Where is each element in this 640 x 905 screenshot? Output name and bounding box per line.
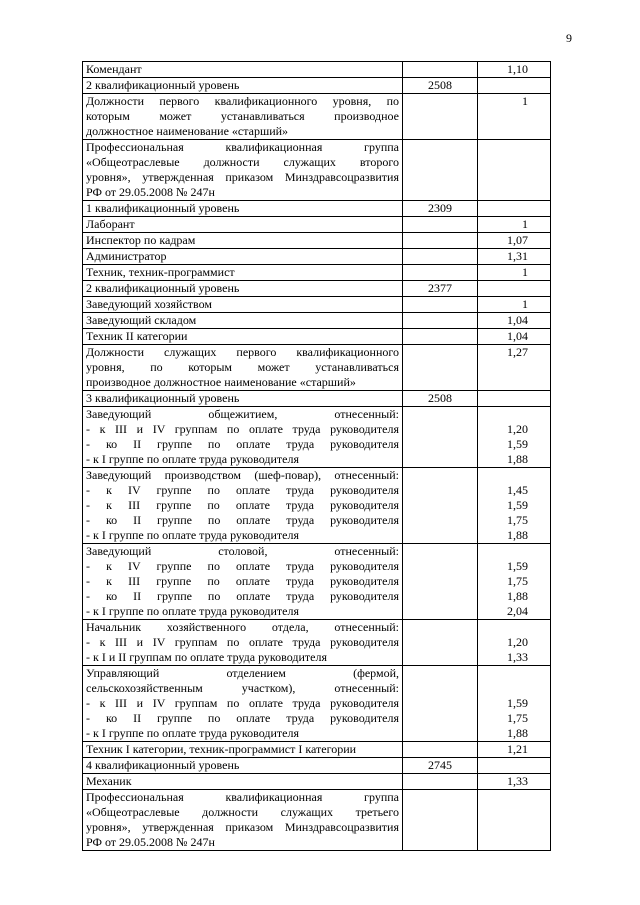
coefficient-value — [481, 281, 528, 296]
position-text-line: - к IV группе по оплате труда руководителя — [86, 483, 399, 497]
position-cell — [83, 790, 403, 851]
position-text-line: - ко II группе по оплате труда руководителя — [86, 513, 399, 527]
coefficient-value: 1,07 — [507, 233, 528, 247]
coefficient-value: 1 — [522, 265, 528, 279]
table-row — [83, 201, 551, 217]
coefficient-value: 1,75 — [507, 513, 528, 527]
base-salary-cell — [403, 345, 478, 391]
coefficient-value: 1,04 — [507, 329, 528, 343]
position-text-line: Заведующий хозяйством — [86, 297, 212, 311]
position-text-line: 4 квалификационный уровень — [86, 758, 240, 772]
position-text-line: - к I группе по оплате труда руководителя — [86, 726, 299, 740]
table-row — [83, 94, 551, 140]
position-text-line: РФ от 29.05.2008 № 247н — [86, 835, 215, 849]
coefficient-value — [481, 758, 528, 773]
table-row — [83, 666, 551, 742]
coefficient-value: 1,45 — [507, 483, 528, 497]
table-row — [83, 758, 551, 774]
coefficient-value — [481, 407, 528, 422]
position-text-line: уровня», утвержденная приказом Минздравсоцразвития — [86, 170, 399, 184]
position-text-line: Заведующий складом — [86, 313, 197, 327]
position-text-line: Администратор — [86, 249, 167, 263]
table-row — [83, 468, 551, 544]
position-cell — [83, 297, 403, 313]
base-salary-cell — [403, 774, 478, 790]
position-cell — [83, 620, 403, 666]
coefficient-value: 1,20 — [507, 635, 528, 649]
position-text-line: - к I группе по оплате труда руководителя — [86, 604, 299, 618]
coefficient-value — [481, 681, 528, 696]
coefficient-value — [481, 78, 528, 93]
position-cell — [83, 201, 403, 217]
coefficient-value — [481, 544, 528, 559]
position-cell — [83, 742, 403, 758]
coefficient-cell — [478, 620, 551, 666]
position-text-line: «Общеотраслевые должности служащих второго — [86, 155, 399, 169]
position-text-line: 2 квалификационный уровень — [86, 78, 240, 92]
base-salary-cell — [403, 742, 478, 758]
coefficient-cell — [478, 78, 551, 94]
coefficient-value: 1,59 — [507, 437, 528, 451]
coefficient-value — [481, 666, 528, 681]
coefficient-value: 1 — [522, 297, 528, 311]
position-cell — [83, 468, 403, 544]
table-row — [83, 313, 551, 329]
coefficient-value: 1,88 — [507, 452, 528, 466]
position-cell — [83, 666, 403, 742]
table-row — [83, 249, 551, 265]
position-text-line: РФ от 29.05.2008 № 247н — [86, 185, 215, 199]
base-salary-cell — [403, 666, 478, 742]
position-text-line: - ко II группе по оплате труда руководителя — [86, 589, 399, 603]
coefficient-value: 1,33 — [507, 774, 528, 788]
table-row — [83, 62, 551, 78]
position-text-line: - к III и IV группам по оплате труда руководителя — [86, 635, 399, 649]
coefficient-cell — [478, 94, 551, 140]
position-text-line: - к I группе по оплате труда руководителя — [86, 452, 299, 466]
base-salary-cell — [403, 249, 478, 265]
position-cell — [83, 407, 403, 468]
table-row — [83, 620, 551, 666]
position-text-line: Заведующий общежитием, отнесенный: — [86, 407, 399, 421]
position-text-line: Механик — [86, 774, 132, 788]
coefficient-value: 1,10 — [507, 62, 528, 76]
position-text-line: уровня», утвержденная приказом Минздравсоцразвития — [86, 820, 399, 834]
base-salary-cell — [403, 265, 478, 281]
position-cell — [83, 313, 403, 329]
position-text-line: Лаборант — [86, 217, 135, 231]
base-salary-cell: 2309 — [403, 201, 478, 217]
base-salary-cell — [403, 62, 478, 78]
base-salary-cell: 2508 — [403, 78, 478, 94]
position-text-line: - ко II группе по оплате труда руководителя — [86, 437, 399, 451]
position-text-line: - к III группе по оплате труда руководителя — [86, 498, 399, 512]
coefficient-value: 1 — [522, 217, 528, 231]
coefficient-cell — [478, 217, 551, 233]
coefficient-value — [481, 468, 528, 483]
coefficient-cell — [478, 742, 551, 758]
position-text-line: уровня, по которым может устанавливаться — [86, 360, 399, 374]
coefficient-value: 1,88 — [507, 726, 528, 740]
coefficient-value: 1,59 — [507, 559, 528, 573]
salary-coefficients-table — [82, 61, 551, 851]
base-salary-cell: 2377 — [403, 281, 478, 297]
table-row — [83, 742, 551, 758]
position-text-line: Техник I категории, техник-программист I категории — [86, 742, 357, 756]
base-salary-cell — [403, 313, 478, 329]
coefficient-cell — [478, 140, 551, 201]
coefficient-value: 1,59 — [507, 696, 528, 710]
coefficient-cell — [478, 62, 551, 78]
position-cell — [83, 281, 403, 297]
position-text-line: - к I и II группам по оплате труда руководителя — [86, 650, 327, 664]
position-text-line: 2 квалификационный уровень — [86, 281, 240, 295]
coefficient-cell — [478, 281, 551, 297]
position-cell — [83, 544, 403, 620]
position-cell — [83, 774, 403, 790]
table-row — [83, 217, 551, 233]
base-salary-cell — [403, 94, 478, 140]
coefficient-cell — [478, 265, 551, 281]
position-text-line: - к III и IV группам по оплате труда руководителя — [86, 696, 399, 710]
position-text-line: - к III и IV группам по оплате труда руководителя — [86, 422, 399, 436]
coefficient-value — [481, 620, 528, 635]
table-row — [83, 140, 551, 201]
base-salary-cell — [403, 217, 478, 233]
position-text-line: Профессиональная квалификационная группа — [86, 140, 399, 154]
position-text-line: должностное наименование «старший» — [86, 124, 289, 138]
position-text-line: которым может устанавливаться производное — [86, 109, 399, 123]
position-text-line: 1 квалификационный уровень — [86, 201, 240, 215]
position-text-line: Инспектор по кадрам — [86, 233, 196, 247]
coefficient-cell — [478, 391, 551, 407]
position-cell — [83, 329, 403, 345]
coefficient-cell — [478, 666, 551, 742]
position-cell — [83, 391, 403, 407]
table-row — [83, 544, 551, 620]
position-cell — [83, 233, 403, 249]
position-text-line: Начальник хозяйственного отдела, отнесенный: — [86, 620, 399, 634]
coefficient-value — [481, 790, 528, 805]
base-salary-cell — [403, 620, 478, 666]
table-row — [83, 297, 551, 313]
coefficient-value — [481, 391, 528, 406]
position-cell — [83, 345, 403, 391]
position-cell — [83, 94, 403, 140]
coefficient-value — [481, 201, 528, 216]
coefficient-value: 1,20 — [507, 422, 528, 436]
coefficient-cell — [478, 468, 551, 544]
coefficient-value: 1,27 — [507, 345, 528, 359]
coefficient-cell — [478, 758, 551, 774]
coefficient-cell — [478, 249, 551, 265]
base-salary-cell — [403, 407, 478, 468]
position-text-line: Комендант — [86, 62, 142, 76]
base-salary-cell — [403, 790, 478, 851]
position-text-line: «Общеотраслевые должности служащих третьего — [86, 805, 399, 819]
position-cell — [83, 758, 403, 774]
table-row — [83, 281, 551, 297]
position-text-line: - к III группе по оплате труда руководителя — [86, 574, 399, 588]
table-row — [83, 265, 551, 281]
position-cell — [83, 249, 403, 265]
coefficient-cell — [478, 297, 551, 313]
coefficient-value: 1,21 — [507, 742, 528, 756]
coefficient-value: 1,75 — [507, 574, 528, 588]
base-salary-cell — [403, 329, 478, 345]
position-cell — [83, 62, 403, 78]
table-row — [83, 391, 551, 407]
base-salary-cell — [403, 544, 478, 620]
table-row — [83, 233, 551, 249]
position-cell — [83, 265, 403, 281]
coefficient-cell — [478, 329, 551, 345]
base-salary-cell — [403, 140, 478, 201]
coefficient-cell — [478, 233, 551, 249]
coefficient-cell — [478, 407, 551, 468]
coefficient-value: 1 — [522, 94, 528, 108]
position-text-line: Управляющий отделением (фермой, — [86, 666, 399, 680]
table-row — [83, 790, 551, 851]
coefficient-value: 1,04 — [507, 313, 528, 327]
coefficient-value: 1,59 — [507, 498, 528, 512]
table-row — [83, 407, 551, 468]
coefficient-value: 1,88 — [507, 589, 528, 603]
position-text-line: Должности первого квалификационного уровня, по — [86, 94, 399, 108]
base-salary-cell — [403, 297, 478, 313]
base-salary-cell: 2745 — [403, 758, 478, 774]
base-salary-cell — [403, 233, 478, 249]
position-text-line: Техник, техник-программист — [86, 265, 235, 279]
coefficient-cell — [478, 201, 551, 217]
table-row — [83, 774, 551, 790]
position-cell — [83, 217, 403, 233]
coefficient-cell — [478, 544, 551, 620]
position-text-line: - к I группе по оплате труда руководителя — [86, 528, 299, 542]
page-number: 9 — [566, 31, 572, 45]
coefficient-value — [481, 140, 528, 155]
position-text-line: 3 квалификационный уровень — [86, 391, 240, 405]
position-text-line: Профессиональная квалификационная группа — [86, 790, 399, 804]
coefficient-cell — [478, 774, 551, 790]
position-text-line: Техник II категории — [86, 329, 188, 343]
position-text-line: - ко II группе по оплате труда руководителя — [86, 711, 399, 725]
position-text-line: производное должностное наименование «старший» — [86, 375, 356, 389]
position-cell — [83, 78, 403, 94]
coefficient-value: 1,88 — [507, 528, 528, 542]
position-text-line: - к IV группе по оплате труда руководителя — [86, 559, 399, 573]
coefficient-cell — [478, 345, 551, 391]
coefficient-cell — [478, 313, 551, 329]
base-salary-cell — [403, 468, 478, 544]
coefficient-cell — [478, 790, 551, 851]
position-text-line: сельскохозяйственным участком), отнесенный: — [86, 681, 399, 695]
table-row — [83, 345, 551, 391]
position-text-line: Должности служащих первого квалификационного — [86, 345, 399, 359]
position-text-line: Заведующий производством (шеф-повар), отнесенный: — [86, 468, 399, 482]
position-text-line: Заведующий столовой, отнесенный: — [86, 544, 399, 558]
base-salary-cell: 2508 — [403, 391, 478, 407]
table-row — [83, 329, 551, 345]
table-row — [83, 78, 551, 94]
position-cell — [83, 140, 403, 201]
coefficient-value: 1,31 — [507, 249, 528, 263]
coefficient-value: 1,33 — [507, 650, 528, 664]
coefficient-value: 1,75 — [507, 711, 528, 725]
coefficient-value: 2,04 — [507, 604, 528, 618]
